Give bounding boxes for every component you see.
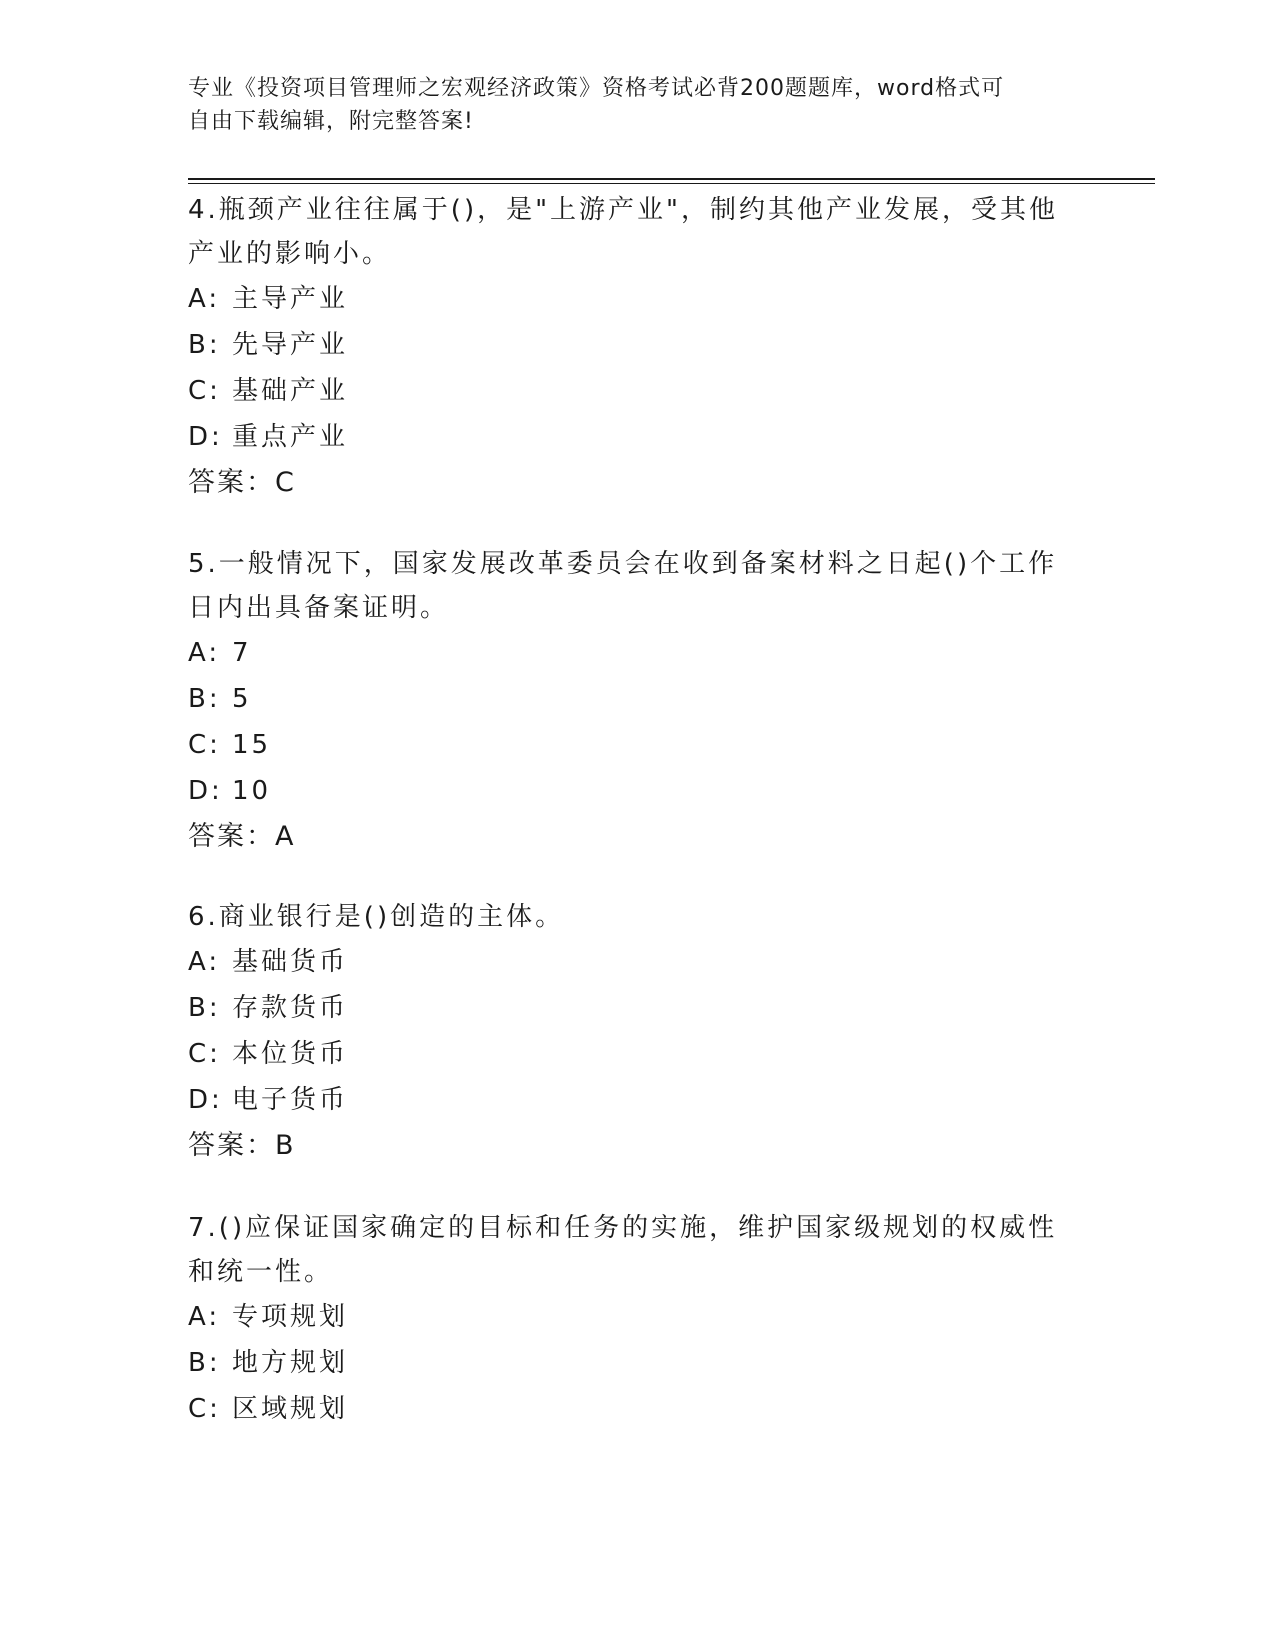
option-text: 基础货币 bbox=[232, 947, 349, 977]
option-c bbox=[188, 1031, 1068, 1077]
option-text: 7 bbox=[232, 638, 252, 668]
header-line-2: 自由下载编辑，附完整答案! bbox=[188, 109, 474, 134]
question-stem-line-1: 5.一般情况下，国家发展改革委员会在收到备案材料之日起()个工作 bbox=[188, 549, 1058, 579]
option-label: A: bbox=[188, 284, 221, 314]
option-label: B: bbox=[188, 1348, 221, 1378]
question-7 bbox=[188, 1206, 1068, 1432]
option-label: D: bbox=[188, 776, 223, 806]
option-label: B: bbox=[188, 993, 221, 1023]
option-label: D: bbox=[188, 1085, 223, 1115]
option-text: 电子货币 bbox=[232, 1085, 349, 1115]
option-label: B: bbox=[188, 330, 221, 360]
option-a bbox=[188, 939, 1068, 985]
option-text: 专项规划 bbox=[232, 1302, 349, 1332]
option-label: B: bbox=[188, 684, 221, 714]
option-text: 主导产业 bbox=[232, 284, 349, 314]
header-line-1: 专业《投资项目管理师之宏观经济政策》资格考试必背200题题库，word格式可 bbox=[188, 76, 1005, 101]
question-5 bbox=[188, 542, 1068, 860]
option-d bbox=[188, 768, 1068, 814]
option-label: C: bbox=[188, 730, 221, 760]
option-c bbox=[188, 368, 1068, 414]
question-6 bbox=[188, 895, 1068, 1169]
option-d bbox=[188, 414, 1068, 460]
option-a bbox=[188, 630, 1068, 676]
answer: 答案：B bbox=[188, 1130, 296, 1161]
option-c bbox=[188, 1386, 1068, 1432]
answer: 答案：A bbox=[188, 821, 296, 852]
option-text: 10 bbox=[232, 776, 272, 806]
answer: 答案：C bbox=[188, 467, 296, 498]
question-stem-line-2: 和统一性。 bbox=[188, 1257, 334, 1287]
question-stem-line-2: 产业的影响小。 bbox=[188, 239, 392, 269]
question-stem-line-1: 6.商业银行是()创造的主体。 bbox=[188, 902, 565, 932]
option-text: 地方规划 bbox=[232, 1348, 349, 1378]
option-label: A: bbox=[188, 947, 221, 977]
option-b bbox=[188, 985, 1068, 1031]
option-text: 先导产业 bbox=[232, 330, 349, 360]
document-header bbox=[188, 72, 1068, 138]
option-label: A: bbox=[188, 638, 221, 668]
option-text: 区域规划 bbox=[232, 1394, 349, 1424]
question-stem-line-2: 日内出具备案证明。 bbox=[188, 593, 450, 623]
question-stem-line-1: 7.()应保证国家确定的目标和任务的实施，维护国家级规划的权威性 bbox=[188, 1213, 1058, 1243]
option-d bbox=[188, 1077, 1068, 1123]
option-b bbox=[188, 322, 1068, 368]
option-label: C: bbox=[188, 1039, 221, 1069]
question-4 bbox=[188, 188, 1068, 506]
option-label: A: bbox=[188, 1302, 221, 1332]
option-text: 重点产业 bbox=[232, 422, 349, 452]
option-a bbox=[188, 1294, 1068, 1340]
option-text: 5 bbox=[232, 684, 252, 714]
option-text: 基础产业 bbox=[232, 376, 349, 406]
question-stem-line-1: 4.瓶颈产业往往属于()，是"上游产业"，制约其他产业发展，受其他 bbox=[188, 195, 1059, 225]
option-b bbox=[188, 1340, 1068, 1386]
option-label: D: bbox=[188, 422, 223, 452]
option-a bbox=[188, 276, 1068, 322]
option-text: 存款货币 bbox=[232, 993, 349, 1023]
option-b bbox=[188, 676, 1068, 722]
header-divider-thin bbox=[188, 183, 1155, 184]
option-label: C: bbox=[188, 1394, 221, 1424]
option-text: 本位货币 bbox=[232, 1039, 349, 1069]
header-divider-thick bbox=[188, 178, 1155, 180]
option-c bbox=[188, 722, 1068, 768]
option-label: C: bbox=[188, 376, 221, 406]
option-text: 15 bbox=[232, 730, 272, 760]
